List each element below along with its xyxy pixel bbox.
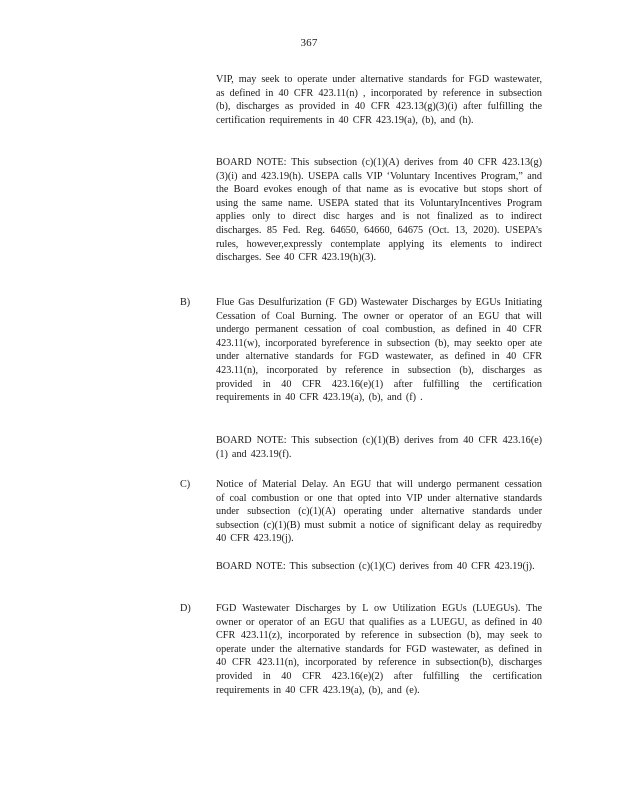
subsection-d-text: FGD Wastewater Discharges by L ow Utilization EGUs (LUEGUs). The owner or operator of an EGU that qualifies as a LUEGU, as defined in 40 CFR 423.11(z), incorporated by reference in subsection (b), may seek to operate under the alternative standards for FGD wastewater, as defined in 40 CFR 423.11(n), incorporated by reference in subsection(b), discharges provided in 40 CFR 423.16(e)(2) after fulfilling the certification requirements in 40 CFR 423.19(a), (b), and (e). xyxy=(216,603,542,696)
board-note-c1c: BOARD NOTE: This subsection (c)(1)(C) derives from 40 CFR 423.19(j). xyxy=(216,561,535,572)
subsection-c-label: C) xyxy=(180,479,191,490)
board-note-c1a: BOARD NOTE: This subsection (c)(1)(A) derives from 40 CFR 423.13(g)(3)(i) and 423.19(h). USEPA calls VIP ‘Voluntary Incentives Program,” and the Board evokes enough of that name as is evocative but stops short of using the same name. USEPA stated that its VoluntaryIncentives Program applies only to direct disc harges and is not finalized as to indirect discharges. 85 Fed. Reg. 64650, 64660, 64675 (Oct. 13, 2020). USEPA’s rules, however,expressly contemplate applying its elements to indirect discharges. See 40 CFR 423.19(h)(3). xyxy=(216,157,542,264)
paragraph-vip-continuation: VIP, may seek to operate under alternative standards for FGD wastewater, as defined in 40 CFR 423.11(n) , incorporated by reference in subsection (b), discharges as provided in 40 CFR 423.13(g)(3)(i) after fulfilling the certification requirements in 40 CFR 423.19(a), (b), and (h). xyxy=(216,74,542,126)
page-number: 367 xyxy=(300,37,318,49)
subsection-c-text: Notice of Material Delay. An EGU that will undergo permanent cessation of coal combustion or one that opted into VIP under alternative standards under subsection (c)(1)(A) operating under alternative standards under subsection (c)(1)(B) must submit a notice of significant delay as requiredby 40 CFR 423.19(j). xyxy=(216,479,542,545)
subsection-b-text: Flue Gas Desulfurization (F GD) Wastewater Discharges by EGUs Initiating Cessation of Coal Burning. The owner or operator of an EGU that will undergo permanent cessation of coal combustion, as defined in 40 CFR 423.11(w), incorporated byreference in subsection (b), may seekto oper ate under alternative standards for FGD wastewater, as defined in 40 CFR 423.11(n), incorporated by reference in subsection (b), discharges as provided in 40 CFR 423.16(e)(1) after fulfilling the certification requirements in 40 CFR 423.19(a), (b), and (f) . xyxy=(216,297,542,404)
board-note-c1b: BOARD NOTE: This subsection (c)(1)(B) derives from 40 CFR 423.16(e)(1) and 423.19(f). xyxy=(216,435,542,460)
subsection-d-label: D) xyxy=(180,603,191,614)
subsection-b-label: B) xyxy=(180,297,191,308)
